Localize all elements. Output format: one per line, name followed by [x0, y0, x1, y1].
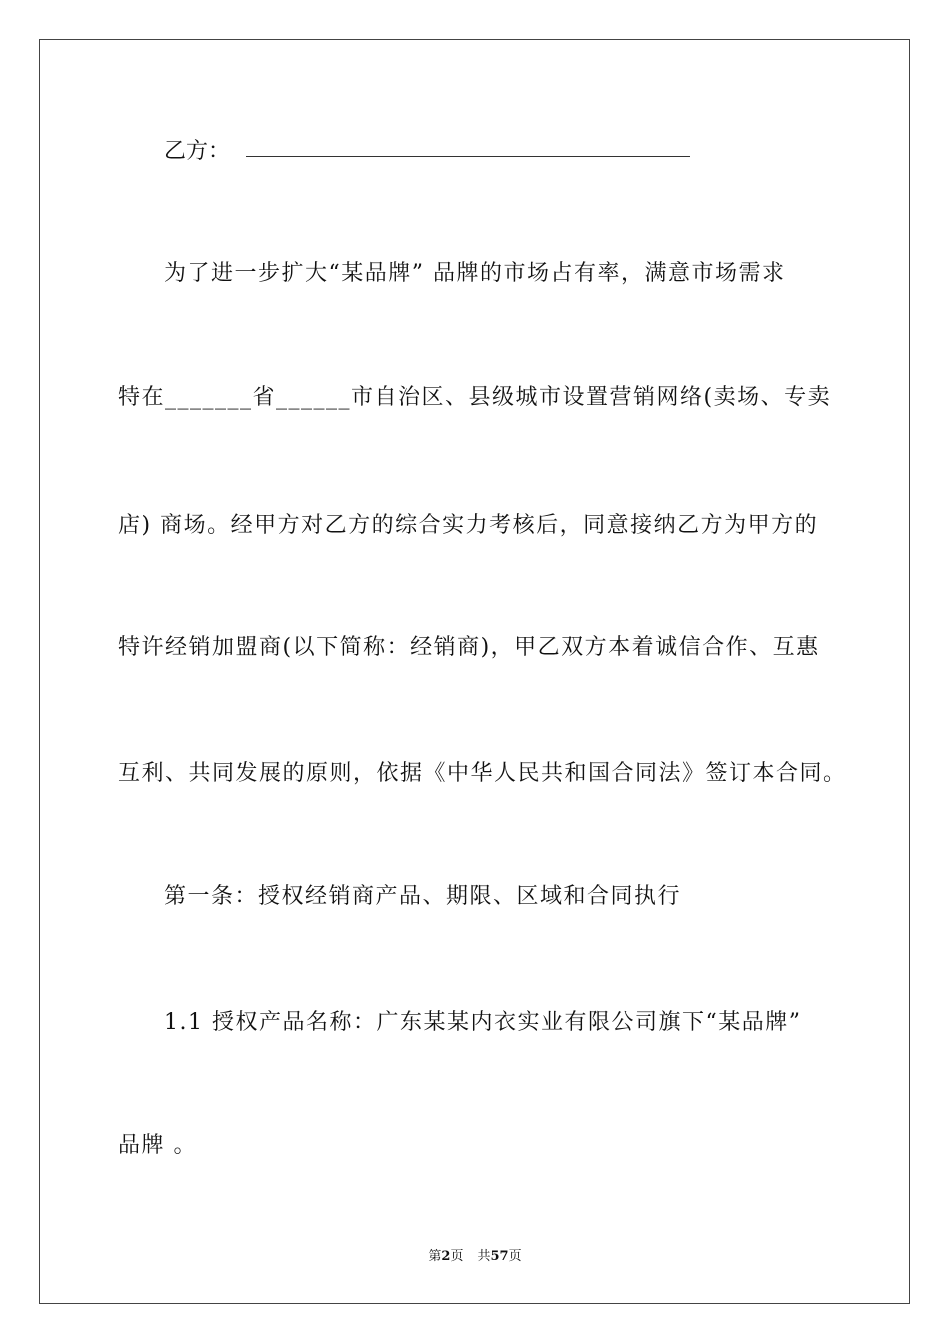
party-b-blank-line	[246, 156, 690, 157]
paragraph-line: 特在_______省______市自治区、县级城市设置营销网络(卖场、专卖	[118, 385, 832, 410]
paragraph-line: 为了进一步扩大“某品牌” 品牌的市场占有率，满意市场需求	[164, 261, 786, 286]
page-suffix: 页	[450, 1249, 464, 1264]
total-suffix: 页	[508, 1249, 522, 1264]
paragraph-line: 互利、共同发展的原则，依据《中华人民共和国合同法》签订本合同。	[118, 761, 847, 786]
clause-line: 品牌 。	[118, 1133, 197, 1158]
paragraph-line: 特许经销加盟商(以下简称：经销商)，甲乙双方本着诚信合作、互惠	[118, 635, 820, 660]
total-pages: 57	[490, 1249, 509, 1264]
party-b-label: 乙方：	[164, 139, 231, 164]
page-frame	[39, 39, 910, 1304]
total-prefix: 共	[477, 1249, 491, 1264]
section-heading: 第一条：授权经销商产品、期限、区域和合同执行	[164, 884, 682, 909]
page-prefix: 第	[428, 1249, 442, 1264]
paragraph-line: 店) 商场。经甲方对乙方的综合实力考核后，同意接纳乙方为甲方的	[118, 513, 819, 538]
page-footer	[0, 1248, 950, 1266]
clause-line: 1.1 授权产品名称：广东某某内衣实业有限公司旗下“某品牌”	[164, 1010, 802, 1035]
page-number: 2	[441, 1249, 451, 1264]
